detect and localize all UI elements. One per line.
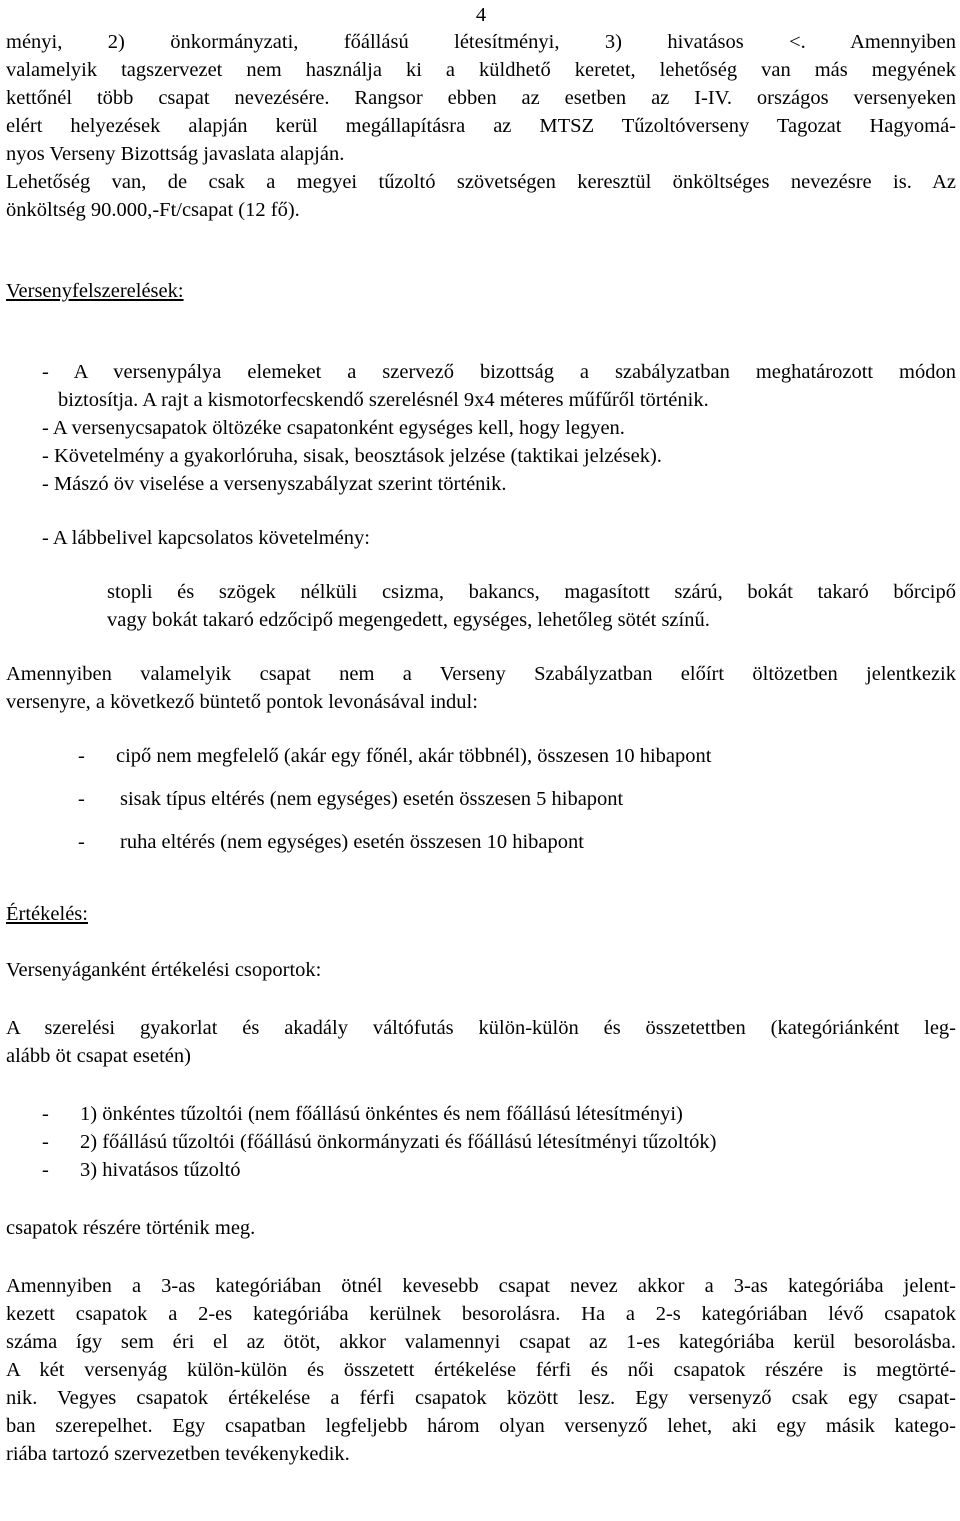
list-dash: - [42,1159,49,1181]
equipment-heading: Versenyfelszerelések: [6,280,184,302]
page-number: 4 [475,4,487,26]
categories-closing: csapatok részére történik meg. [6,1217,256,1239]
category-text: 2) főállású tűzoltói (főállású önkormányzati és főállású létesítményi tűzoltók) [80,1131,717,1153]
final-paragraph [6,1272,956,1468]
penalty-text: sisak típus eltérés (nem egységes) esetén összesen 5 hibapont [120,788,624,810]
text-line: versenyre, a következő büntető pontok levonásával indul: [6,691,478,713]
text-line: önköltség 90.000,-Ft/csapat (12 fő). [6,199,300,221]
list-dash: - [78,745,85,767]
text-line: A szerelési gyakorlat és akadály váltófutás külön-külön és összetettben (kategóriánként leg- [6,1017,956,1039]
penalty-list [6,742,956,856]
text-line: alább öt csapat esetén) [6,1045,191,1067]
self-cost-paragraph [6,168,956,224]
category-item [6,1100,956,1128]
list-dash: - [42,1103,49,1125]
equipment-item: - Mászó öv viselése a versenyszabályzat szerint történik. [42,473,507,495]
text-line: ményi, 2) önkormányzati, főállású létesítményi, 3) hivatásos <. Amennyiben [6,31,956,53]
footwear-requirement: - A lábbelivel kapcsolatos követelmény: [42,527,370,549]
equipment-item-line: biztosítja. A rajt a kismotorfecskendő szerelésnél 9x4 méteres műfűről történik. [58,389,709,411]
category-text: 1) önkéntes tűzoltói (nem főállású önkéntes és nem főállású létesítményi) [80,1103,683,1125]
footwear-detail [6,578,956,634]
text-line: elért helyezések alapján kerül megállapításra az MTSZ Tűzoltóverseny Tagozat Hagyomá- [6,115,956,137]
evaluation-heading: Értékelés: [6,903,88,925]
equipment-item: - Követelmény a gyakorlóruha, sisak, beosztások jelzése (taktikai jelzések). [42,445,662,467]
text-line: nik. Vegyes csapatok értékelése a férfi csapatok között lesz. Egy versenyző csak egy csapat- [6,1387,956,1409]
text-line: riába tartozó szervezetben tevékenykedik. [6,1443,350,1465]
penalty-item [6,828,956,856]
text-line: száma így sem éri el az ötöt, akkor valamennyi csapat az 1-es kategóriába kerül besorolásba. [6,1331,956,1353]
list-dash: - [78,831,85,853]
text-line: vagy bokát takaró edzőcipő megengedett, egységes, lehetőleg sötét színű. [107,609,710,631]
penalty-item [6,785,956,813]
category-item [6,1128,956,1156]
text-line: A két versenyág külön-külön és összetett értékelése férfi és női csapatok részére is megtörté- [6,1359,956,1381]
text-line: valamelyik tagszervezet nem használja ki a küldhető keretet, lehetőség van más megyének [6,59,956,81]
equipment-item-line: - A versenypálya elemeket a szervező bizottság a szabályzatban meghatározott módon [42,361,956,383]
penalty-item [6,742,956,770]
evaluation-groups-label: Versenyáganként értékelési csoportok: [6,959,322,981]
equipment-item: - A versenycsapatok öltözéke csapatonként egységes kell, hogy legyen. [42,417,625,439]
text-line: nyos Verseny Bizottság javaslata alapján. [6,143,345,165]
text-line: Lehetőség van, de csak a megyei tűzoltó szövetségen keresztül önköltséges nevezésre is. Az [6,171,956,193]
document-page [6,0,956,1468]
category-list [6,1100,956,1184]
penalty-intro [6,660,956,716]
text-line: stopli és szögek nélküli csizma, bakancs, magasított szárú, bokát takaró bőrcipő [107,581,956,603]
list-dash: - [42,1131,49,1153]
category-text: 3) hivatásos tűzoltó [80,1159,241,1181]
text-line: Amennyiben a 3-as kategóriában ötnél kevesebb csapat nevez akkor a 3-as kategóriába jelent- [6,1275,956,1297]
text-line: kettőnél több csapat nevezésére. Rangsor ebben az esetben az I-IV. országos versenyeken [6,87,956,109]
intro-paragraph [6,28,956,168]
equipment-list [6,358,956,498]
text-line: ban szerepelhet. Egy csapatban legfeljebb három olyan versenyző lehet, aki egy másik katego- [6,1415,956,1437]
penalty-text: cipő nem megfelelő (akár egy főnél, akár többnél), összesen 10 hibapont [116,745,712,767]
category-item [6,1156,956,1184]
evaluation-paragraph [6,1014,956,1070]
text-line: Amennyiben valamelyik csapat nem a Verseny Szabályzatban előírt öltözetben jelentkezik [6,663,956,685]
text-line: kezett csapatok a 2-es kategóriába kerülnek besorolásra. Ha a 2-s kategóriában lévő csapatok [6,1303,956,1325]
list-dash: - [78,788,85,810]
penalty-text: ruha eltérés (nem egységes) esetén összesen 10 hibapont [120,831,584,853]
